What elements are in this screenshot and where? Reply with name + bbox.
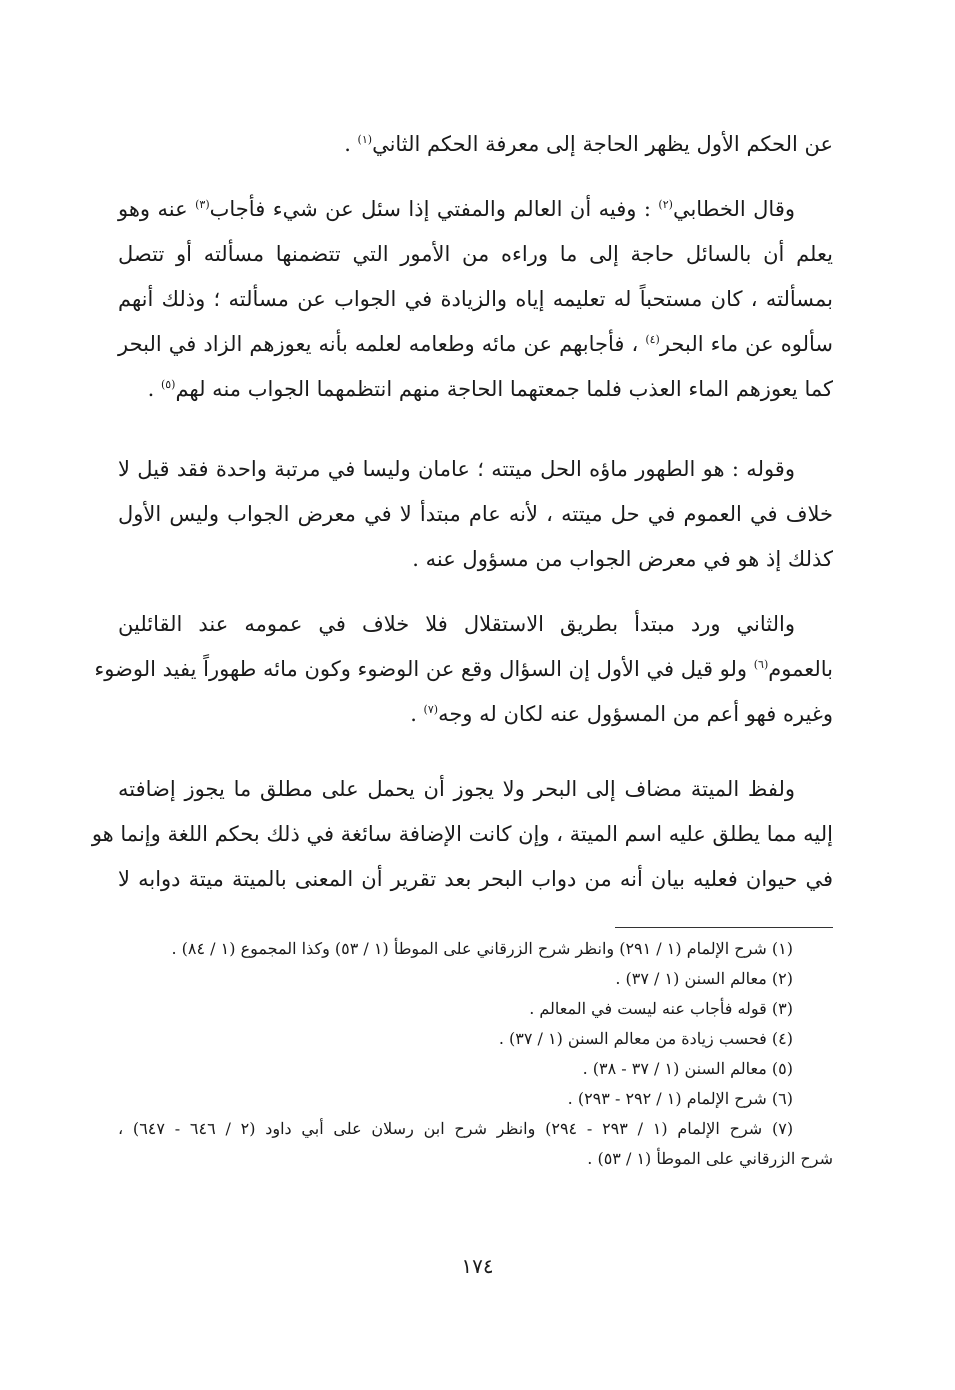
footnote-ref[interactable]: (٢) <box>658 198 673 211</box>
text-line: وقال الخطابي$^{(٢)}$ : وفيه أن العالم والمفتي إذا سئل عن شيء فأجاب$^{(٣)}$ عنه وهو <box>118 197 795 221</box>
footnote-ref[interactable]: (٧) <box>423 703 439 716</box>
footnote-ref[interactable]: (٦) <box>753 658 769 671</box>
text-line: بالعموم$^{(٦)}$ ولو قيل في الأول إن السؤال وقع عن الوضوء وكون مائه طهوراً يفيد الوضوء <box>94 657 833 681</box>
footnote-item: (٧) شرح الإلمام (١ / ٢٩٣ - ٢٩٤) وانظر شرح ابن رسلان على أبي داود (٢ / ٦٤٦ - ٦٤٧) ، <box>118 1119 794 1138</box>
footnote-ref[interactable]: (٥) <box>160 378 176 391</box>
text-line: كما يعوزهم الماء العذب فلما جمعتهما الحاجة منهم انتظمهما الجواب منه لهم$^{(٥)}$ . <box>147 377 833 401</box>
footnote-item: (٤) فحسب زيادة من معالم السنن (١ / ٣٧) . <box>498 1029 793 1048</box>
text-line: عن الحكم الأول يظهر الحاجة إلى معرفة الحكم الثاني$^{(١)}$ . <box>344 132 833 156</box>
paragraph-5 <box>91 767 833 902</box>
text-line: سألوه عن ماء البحر$^{(٤)}$ ، فأجابهم عن مائه وطعامه لعلمه بأنه يعوزهم الزاد في البحر <box>118 332 833 356</box>
footnote-ref[interactable]: (٤) <box>645 333 660 346</box>
paragraph-1 <box>118 122 833 167</box>
footnote-ref[interactable]: (١) <box>357 133 373 146</box>
footnote-separator <box>615 927 833 928</box>
text-line: في حيوان فعليه بيان أنه من دواب البحر بعد تقرير أن المعنى بالميتة ميتة دوابه لا <box>118 867 833 891</box>
footnote-item: (٦) شرح الإلمام (١ / ٢٩٢ - ٢٩٣) . <box>567 1089 793 1108</box>
footnotes <box>118 934 833 1174</box>
paragraph-4 <box>94 602 833 737</box>
text-line: إليه مما يطلق عليه اسم الميتة ، وإن كانت الإضافة سائغة في ذلك بحكم اللغة وإنما هو <box>91 822 833 846</box>
footnote-item: (٥) معالم السنن (١ / ٣٧ - ٣٨) . <box>582 1059 793 1078</box>
paragraph-2 <box>118 187 833 412</box>
footnote-item: (٢) معالم السنن (١ / ٣٧) . <box>615 969 793 988</box>
footnote-item: (١) شرح الإلمام (١ / ٢٩١) وانظر شرح الزرقاني على الموطأ (١ / ٥٣) وكذا المجموع (١ / ٨٤) . <box>171 939 793 958</box>
text-line: يعلم أن بالسائل حاجة إلى ما وراءه من الأمور التي تتضمنها مسألته أو تتصل <box>118 242 833 266</box>
text-line: وقوله : هو الطهور ماؤه الحل ميتته ؛ عامان وليسا في مرتبة واحدة فقد قيل لا <box>118 457 795 481</box>
text-line: بمسألته ، كان مستحباً له تعليمه إياه والزيادة في الجواب عن مسألته ؛ وذلك أنهم <box>118 287 833 311</box>
text-line: ولفظ الميتة مضاف إلى البحر ولا يجوز أن يحمل على مطلق ما يجوز إضافته <box>118 777 795 801</box>
footnote-ref[interactable]: (٣) <box>195 198 210 211</box>
footnote-item-continuation: شرح الزرقاني على الموطأ (١ / ٥٣) . <box>587 1149 833 1168</box>
text-line: كذلك إذ هو في معرض الجواب من مسؤول عنه . <box>412 547 833 571</box>
page-number: ١٧٤ <box>461 1254 494 1278</box>
text-line: وغيره فهو أعم من المسؤول عنه لكان له وجه$^{(٧)}$ . <box>410 702 833 726</box>
paragraph-3 <box>118 447 833 582</box>
footnote-item: (٣) قوله فأجاب عنه ليست في المعالم . <box>529 999 793 1018</box>
text-line: والثاني ورد مبتدأ بطريق الاستقلال فلا خلاف في عمومه عند القائلين <box>118 612 795 636</box>
text-line: خلاف في العموم في حل ميتته ، لأنه عام مبتدأ لا في معرض الجواب وليس الأول <box>118 502 833 526</box>
